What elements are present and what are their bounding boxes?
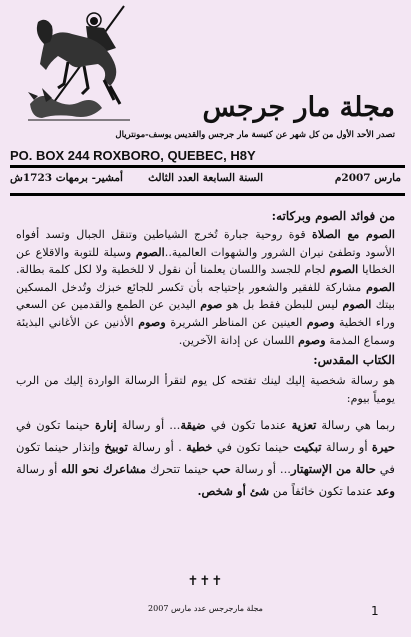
issue-date: مارس 2007م [334, 172, 401, 184]
issue-rule [10, 193, 405, 196]
cross-icon: ✝✝✝ [187, 574, 224, 589]
coptic-date: أمشير- برمهات 1723ش [10, 172, 123, 184]
bible-message-paragraph: ربما هي رسالة تعزية عندما تكون في ضيقة... أو رسالة إنارة حينما تكون في حيرة أو رسالة تبكيت حينما تكون في خطية . أو رسالة توبيخ وإنذار حينما تكون في حالة من الإستهتار... أو رسالة حب حينما تتحرك مشاعرك نحو الله أو رسالة وعد عندما تكون خائفاً من شئ أو شخص. [16, 418, 395, 499]
magazine-title: مجلة مار جرجس [202, 92, 395, 123]
fasting-paragraph: الصوم مع الصلاة قوة روحية جبارة تُخرج الشياطين وتنقل الجبال وتسد أفواه الأسود وتطفئ نيران الشرور والشهوات العالمية..الصوم وسيلة للتوبة والاقلاع عن الخطايا الصوم لجام للجسد واللسان يعلمنا أن نقول لا للخطية ولا لكل كلمة بطالة. الصوم مشاركة للفقير والشعور بإحتياجه بأن تكسر للجائع خبزك وتُدخل المسكين بيتك الصوم ليس للبطن فقط بل هو صوم اليدين عن الطمع والقدمين عن السعي وراء الخطية وصوم العينين عن المناظر الشريرة وصوم الأذنين عن الأغاني البذيئة وسماع المذمة وصوم اللسان عن إدانة الآخرين. [16, 227, 395, 347]
saint-george-dragon-icon [24, 4, 134, 122]
article-heading: من فوائد الصوم وبركاته: [271, 209, 395, 223]
magazine-subtitle: تصدر الأحد الأول من كل شهر عن كنيسة مار جرجس والقديس يوسف-مونتريال [115, 130, 395, 140]
bible-intro-paragraph: هو رسالة شخصية إليك لينك تفتحه كل يوم لتقرأ الرسالة الواردة إليك من الرب يومياً بيوم: [16, 374, 395, 406]
issue-year-number: السنة السابعة العدد الثالث [148, 172, 263, 184]
issue-info-bar [10, 172, 401, 188]
page-number: 1 [371, 604, 379, 618]
header-rule [10, 165, 405, 168]
page-footer: مجلة مارجرجس عدد مارس 2007 [148, 604, 263, 613]
article-body [16, 206, 395, 502]
postal-address: PO. BOX 244 ROXBORO, QUEBEC, H8Y [10, 148, 256, 163]
bible-heading: الكتاب المقدس: [313, 353, 395, 368]
